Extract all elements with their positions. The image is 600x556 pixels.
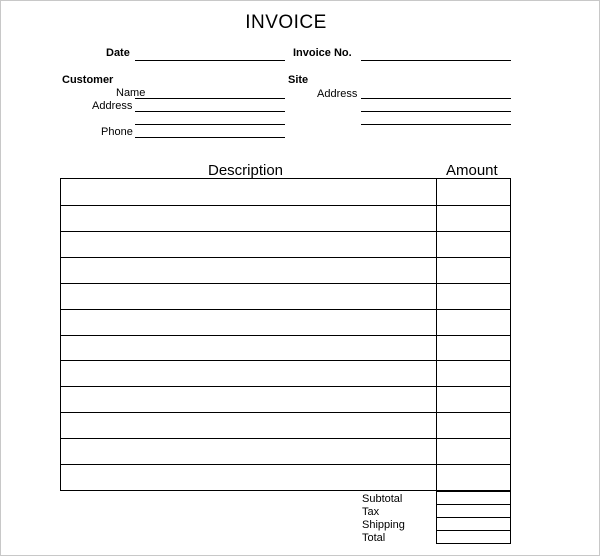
- amount-cell[interactable]: [437, 464, 510, 490]
- customer-address-line-2[interactable]: [135, 113, 285, 125]
- total-field[interactable]: [436, 530, 511, 544]
- amount-cell[interactable]: [437, 360, 510, 386]
- customer-address-label: Address: [92, 100, 133, 112]
- description-cell[interactable]: [61, 335, 436, 360]
- subtotal-field[interactable]: [436, 491, 511, 505]
- shipping-label: Shipping: [362, 519, 405, 531]
- description-cell[interactable]: [61, 438, 436, 464]
- description-cell[interactable]: [61, 283, 436, 309]
- customer-heading: Customer: [62, 74, 114, 86]
- line-items-table: [60, 178, 511, 491]
- invoice-no-label: Invoice No.: [293, 47, 352, 59]
- description-cell[interactable]: [61, 179, 436, 205]
- site-address-field[interactable]: [361, 87, 511, 99]
- amount-cell[interactable]: [437, 438, 510, 464]
- invoice-title: INVOICE: [245, 12, 327, 33]
- site-address-label: Address: [317, 88, 358, 100]
- amount-cell[interactable]: [437, 309, 510, 335]
- amount-cell[interactable]: [437, 257, 510, 283]
- site-address-line-2[interactable]: [361, 100, 511, 112]
- description-cell[interactable]: [61, 231, 436, 257]
- shipping-field[interactable]: [436, 517, 511, 531]
- description-cell[interactable]: [61, 464, 436, 490]
- amount-cell[interactable]: [437, 205, 510, 231]
- description-cell[interactable]: [61, 309, 436, 335]
- description-cell[interactable]: [61, 257, 436, 283]
- subtotal-label: Subtotal: [362, 493, 403, 505]
- customer-phone-field[interactable]: [135, 126, 285, 138]
- description-header: Description: [208, 162, 284, 179]
- site-address-line-3[interactable]: [361, 113, 511, 125]
- amount-cell[interactable]: [437, 386, 510, 412]
- amount-cell[interactable]: [437, 179, 510, 205]
- amount-cell[interactable]: [437, 412, 510, 438]
- site-heading: Site: [288, 74, 309, 86]
- amount-cell[interactable]: [437, 231, 510, 257]
- customer-address-field[interactable]: [135, 100, 285, 112]
- customer-name-field[interactable]: [135, 87, 285, 99]
- amount-header: Amount: [446, 162, 498, 179]
- date-field[interactable]: [135, 48, 285, 60]
- invoice-no-field[interactable]: [361, 48, 511, 60]
- description-cell[interactable]: [61, 386, 436, 412]
- amount-cell[interactable]: [437, 283, 510, 309]
- description-cell[interactable]: [61, 205, 436, 231]
- amount-cell[interactable]: [437, 335, 510, 360]
- customer-name-label: Name: [116, 87, 146, 99]
- tax-field[interactable]: [436, 504, 511, 518]
- tax-label: Tax: [362, 506, 380, 518]
- total-label: Total: [362, 532, 386, 544]
- customer-phone-label: Phone: [101, 126, 133, 138]
- date-label: Date: [106, 47, 130, 59]
- description-cell[interactable]: [61, 412, 436, 438]
- description-cell[interactable]: [61, 360, 436, 386]
